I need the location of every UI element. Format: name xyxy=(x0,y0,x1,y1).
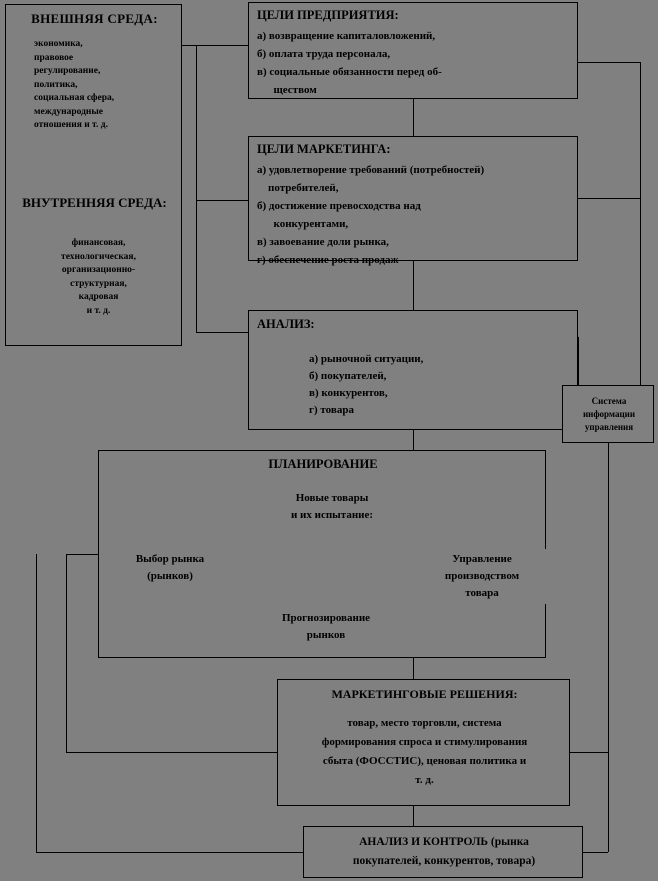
analysis-title: АНАЛИЗ: xyxy=(257,317,315,331)
planning-node-production-mgmt: Управление производством товара xyxy=(418,549,546,604)
connector-left-bus-to-mdec xyxy=(66,752,277,753)
environment-external-header: ВНЕШНЯЯ СРЕДА: xyxy=(31,11,158,26)
connector-left-bus xyxy=(66,554,67,752)
connector-env-to-mgoals xyxy=(196,200,248,201)
connector-infosys-to-bottom xyxy=(608,752,609,852)
connector-left-outer-to-actrl xyxy=(36,852,303,853)
block-marketing-goals xyxy=(248,136,578,266)
connector-analysis-to-planning xyxy=(413,430,414,450)
block-info-system xyxy=(562,385,654,443)
analysis-items: а) рыночной ситуации, б) покупателей, в) конкурентов, г) товара xyxy=(309,353,424,416)
connector-goals-to-mgoals xyxy=(413,99,414,136)
planning-node-new-products: Новые товары и их испытание: xyxy=(248,490,416,524)
connector-env-to-analysis xyxy=(196,332,248,333)
connector-mgoals-to-bus xyxy=(578,198,640,199)
marketing-decisions-title: МАРКЕТИНГОВЫЕ РЕШЕНИЯ: xyxy=(331,687,518,701)
block-analysis xyxy=(248,310,578,430)
connector-actrl-right xyxy=(583,852,608,853)
planning-node-market-choice: Выбор рынка (рынков) xyxy=(106,549,234,587)
connector-mdec-to-infosys xyxy=(570,752,608,753)
connector-planning-left xyxy=(66,554,98,555)
connector-bus-top xyxy=(640,62,641,385)
connector-analysis-right-v xyxy=(578,337,579,385)
planning-node-forecasting: Прогнозирование рынков xyxy=(242,608,410,646)
marketing-decisions-body: товар, место торговли, система формирования спроса и стимулирования сбыта (ФОССТИС), ценовая политика и т. д. xyxy=(321,717,528,786)
info-system-title: Система информации управления xyxy=(582,396,636,432)
environment-external-items: экономика, правовое регулирование, политика, социальная сфера, международные отношения и т. д. xyxy=(34,39,115,130)
marketing-goals-title: ЦЕЛИ МАРКЕТИНГА: xyxy=(257,142,391,156)
connector-mdec-to-actrl xyxy=(413,806,414,826)
analysis-control-title: АНАЛИЗ И КОНТРОЛЬ (рынка покупателей, конкурентов, товара) xyxy=(352,836,536,867)
block-enterprise-goals xyxy=(248,2,578,99)
enterprise-goals-title: ЦЕЛИ ПРЕДПРИЯТИЯ: xyxy=(257,8,399,22)
connector-goals-to-bus xyxy=(578,62,640,63)
block-marketing-decisions xyxy=(277,679,570,806)
connector-env-spine xyxy=(196,45,197,332)
environment-internal-items: финансовая, технологическая, организационно- структурная, кадровая и т. д. xyxy=(61,238,136,316)
connector-left-outer-bus xyxy=(36,554,37,852)
connector-infosys-down xyxy=(608,443,609,752)
block-analysis-control xyxy=(303,826,583,878)
planning-title: ПЛАНИРОВАНИЕ xyxy=(268,457,378,471)
environment-internal-header: ВНУТРЕННЯЯ СРЕДА: xyxy=(22,195,167,210)
block-environment xyxy=(5,4,182,346)
marketing-goals-items: а) удовлетворение требований (потребностей) потребителей, б) достижение превосходства над конкурентами, в) завоевание доли рынка, г) обеспечение роста продаж xyxy=(257,164,485,266)
connector-planning-to-mdec xyxy=(413,658,414,679)
connector-env-to-goals xyxy=(182,45,248,46)
enterprise-goals-items: а) возвращение капиталовложений, б) оплата труда персонала, в) социальные обязанности перед об- ществом xyxy=(257,30,442,96)
